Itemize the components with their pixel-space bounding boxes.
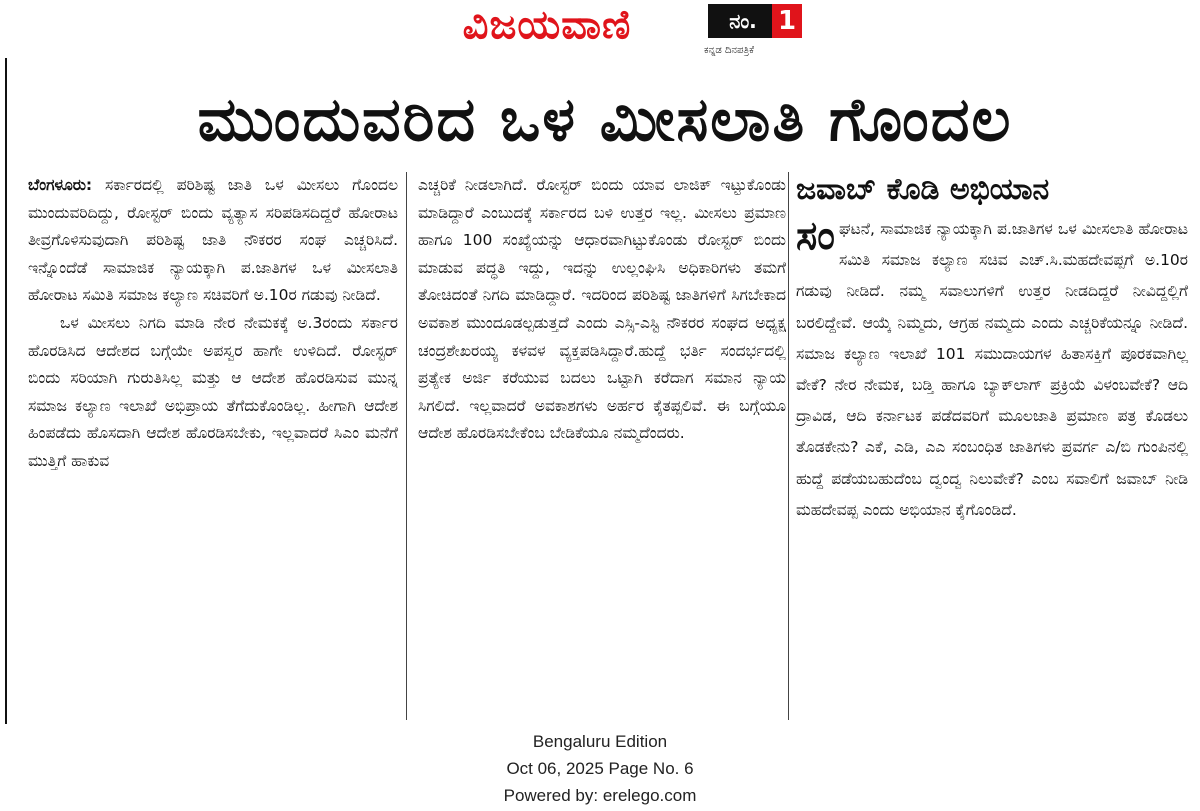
newspaper-logo: ವಿಜಯವಾಣಿ [462, 2, 632, 48]
page-footer [0, 728, 1200, 809]
article-paragraph-1 [28, 172, 398, 310]
sidebar-body [796, 214, 1188, 526]
sidebar-text: ಘಟನೆ, ಸಾಮಾಜಿಕ ನ್ಯಾಯಕ್ಕಾಗಿ ಪ.ಜಾತಿಗಳ ಒಳ ಮೀಸಲಾತಿ ಹೋರಾಟ ಸಮಿತಿ ಸಮಾಜ ಕಲ್ಯಾಣ ಸಚಿವ ಎಚ್.ಸಿ.ಮಹದೇವಪ್ಪಗೆ ಅ.10ರ ಗಡುವು ನೀಡಿದೆ. ನಮ್ಮ ಸವಾಲುಗಳಿಗೆ ಉತ್ತರ ನೀಡದಿದ್ದರೆ ನೀವಿದ್ದಲ್ಲಿಗೆ ಬರಲಿದ್ದೇವೆ. ಆಯ್ಕೆ ನಿಮ್ಮದು, ಆಗ್ರಹ ನಮ್ಮದು ಎಂದು ಎಚ್ಚರಿಕೆಯನ್ನೂ ನೀಡಿದೆ. ಸಮಾಜ ಕಲ್ಯಾಣ ಇಲಾಖೆ 101 ಸಮುದಾಯಗಳ ಹಿತಾಸಕ್ತಿಗೆ ಪೂರಕವಾಗಿಲ್ಲ ವೇಕೆ? ನೇರ ನೇಮಕ, ಬಡ್ತಿ ಹಾಗೂ ಬ್ಯಾಕ್‌ಲಾಗ್ ಪ್ರಕ್ರಿಯೆ ವಿಳಂಬವೇಕೆ? ಆದಿ ದ್ರಾವಿಡ, ಆದಿ ಕರ್ನಾಟಕ ಪಡೆದವರಿಗೆ ಮೂಲಜಾತಿ ಪ್ರಮಾಣ ಪತ್ರ ಕೊಡಲು ತೊಡಕೇನು? ಎಕೆ, ಎಡಿ, ಎಎ ಸಂಬಂಧಿತ ಜಾತಿಗಳು ಪ್ರವರ್ಗ ಎ/ಬಿ ಗುಂಪಿನಲ್ಲಿ ಹುದ್ದೆ ಪಡೆಯಬಹುದೆಂಬ ದ್ವಂದ್ವ ನಿಲುವೇಕೆ? ಎಂಬ ಸವಾಲಿಗೆ ಜವಾಬ್ ನೀಡಿ ಮಹದೇವಪ್ಪ ಎಂದು ಅಭಿಯಾನ ಕೈಗೊಂಡಿದೆ. [796, 220, 1188, 519]
masthead [0, 0, 1200, 68]
badge-text: ನಂ. [708, 4, 778, 38]
article-paragraph-2: ಒಳ ಮೀಸಲು ನಿಗದಿ ಮಾಡಿ ನೇರ ನೇಮಕಕ್ಕೆ ಅ.3ರಂದು ಸರ್ಕಾರ ಹೊರಡಿಸಿದ ಆದೇಶದ ಬಗ್ಗೆಯೇ ಅಪಸ್ವರ ಹಾಗೇ ಉಳಿದಿದೆ. ರೋಸ್ಟರ್ ಬಿಂದು ಸರಿಯಾಗಿ ಗುರುತಿಸಿಲ್ಲ ಮತ್ತು ಆ ಆದೇಶ ಹೊರಡಿಸುವ ಮುನ್ನ ಸಮಾಜ ಕಲ್ಯಾಣ ಇಲಾಖೆ ಅಭಿಪ್ರಾಯ ತೆಗೆದುಕೊಂಡಿಲ್ಲ. ಹೀಗಾಗಿ ಆದೇಶ ಹಿಂಪಡೆದು ಹೊಸದಾಗಿ ಆದೇಶ ಹೊರಡಿಸಬೇಕು, ಇಲ್ಲವಾದರೆ ಸಿಎಂ ಮನೆಗೆ ಮುತ್ತಿಗೆ ಹಾಕುವ [28, 313, 398, 470]
left-border-rule [5, 58, 7, 724]
paragraph-text: ಸರ್ಕಾರದಲ್ಲಿ ಪರಿಶಿಷ್ಟ ಜಾತಿ ಒಳ ಮೀಸಲು ಗೊಂದಲ ಮುಂದುವರಿದಿದ್ದು, ರೋಸ್ಟರ್ ಬಿಂದು ವ್ಯತ್ಯಾಸ ಸರಿಪಡಿಸದಿದ್ದರೆ ಹೋರಾಟ ತೀವ್ರಗೊಳಿಸುವುದಾಗಿ ಪರಿಶಿಷ್ಟ ಜಾತಿ ನೌಕರರ ಸಂಘ ಎಚ್ಚರಿಸಿದೆ. ಇನ್ನೊಂದೆಡೆ ಸಾಮಾಜಿಕ ನ್ಯಾಯಕ್ಕಾಗಿ ಪ.ಜಾತಿಗಳ ಒಳ ಮೀಸಲಾತಿ ಹೋರಾಟ ಸಮಿತಿ ಸಮಾಜ ಕಲ್ಯಾಣ ಸಚಿವರಿಗೆ ಅ.10ರ ಗಡುವು ನೀಡಿದೆ. [28, 176, 398, 305]
number-one-badge [708, 4, 820, 40]
article-paragraph-3: ಎಚ್ಚರಿಕೆ ನೀಡಲಾಗಿದೆ. ರೋಸ್ಟರ್ ಬಿಂದು ಯಾವ ಲಾಜಿಕ್ ಇಟ್ಟುಕೊಂಡು ಮಾಡಿದ್ದಾರೆ ಎಂಬುದಕ್ಕೆ ಸರ್ಕಾರದ ಬಳಿ ಉತ್ತರ ಇಲ್ಲ. ಮೀಸಲು ಪ್ರಮಾಣ ಹಾಗೂ 100 ಸಂಖ್ಯೆಯನ್ನು ಆಧಾರವಾಗಿಟ್ಟುಕೊಂಡು ರೋಸ್ಟರ್ ಬಿಂದು ಮಾಡುವ ಪದ್ಧತಿ ಇದ್ದು, ಇದನ್ನು ಉಲ್ಲಂಘಿಸಿ ಅಧಿಕಾರಿಗಳು ತಮಗೆ ತೋಚಿದಂತೆ ನಿಗದಿ ಮಾಡಿದ್ದಾರೆ. ಇದರಿಂದ ಪರಿಶಿಷ್ಟ ಜಾತಿಗಳಿಗೆ ಸಿಗಬೇಕಾದ ಅವಕಾಶ ಮುಂದೂಡಲ್ಪಡುತ್ತದೆ ಎಂದು ಎಸ್ಸಿ-ಎಸ್ಟಿ ನೌಕರರ ಸಂಘದ ಅಧ್ಯಕ್ಷ ಚಂದ್ರಶೇಖರಯ್ಯ ಕಳವಳ ವ್ಯಕ್ತಪಡಿಸಿದ್ದಾರೆ.ಹುದ್ದೆ ಭರ್ತಿ ಸಂದರ್ಭದಲ್ಲಿ ಪ್ರತ್ಯೇಕ ಅರ್ಜಿ ಕರೆಯುವ ಬದಲು ಒಟ್ಟಾಗಿ ಕರೆದಾಗ ಸಮಾನ ನ್ಯಾಯ ಸಿಗಲಿದೆ. ಇಲ್ಲವಾದರೆ ಅವಕಾಶಗಳು ಅರ್ಹರ ಕೈತಪ್ಪಲಿವೆ. ಈ ಬಗ್ಗೆಯೂ ಆದೇಶ ಹೊರಡಿಸಬೇಕೆಂಬ ಬೇಡಿಕೆಯೂ ನಮ್ಮದೆಂದರು. [418, 176, 786, 443]
sidebar-box [796, 168, 1188, 526]
article-column-1 [28, 172, 398, 476]
article-column-2 [418, 172, 786, 448]
date-page-label: Oct 06, 2025 Page No. 6 [506, 759, 694, 778]
badge-number: 1 [772, 4, 802, 38]
dateline: ಬೆಂಗಳೂರು: [28, 176, 93, 194]
edition-label: Bengaluru Edition [532, 732, 668, 751]
column-divider [788, 172, 789, 720]
sidebar-title: ಜವಾಬ್ ಕೊಡಿ ಅಭಿಯಾನ [796, 172, 1050, 207]
drop-cap: ಸಂ [796, 213, 835, 259]
column-divider [406, 172, 407, 720]
powered-by-label: Powered by: erelego.com [503, 786, 697, 805]
headline: ಮುಂದುವರಿದ ಒಳ ಮೀಸಲಾತಿ ಗೊಂದಲ [197, 85, 1013, 155]
badge-subtitle: ಕನ್ನಡ ದಿನಪತ್ರಿಕೆ [704, 45, 755, 56]
